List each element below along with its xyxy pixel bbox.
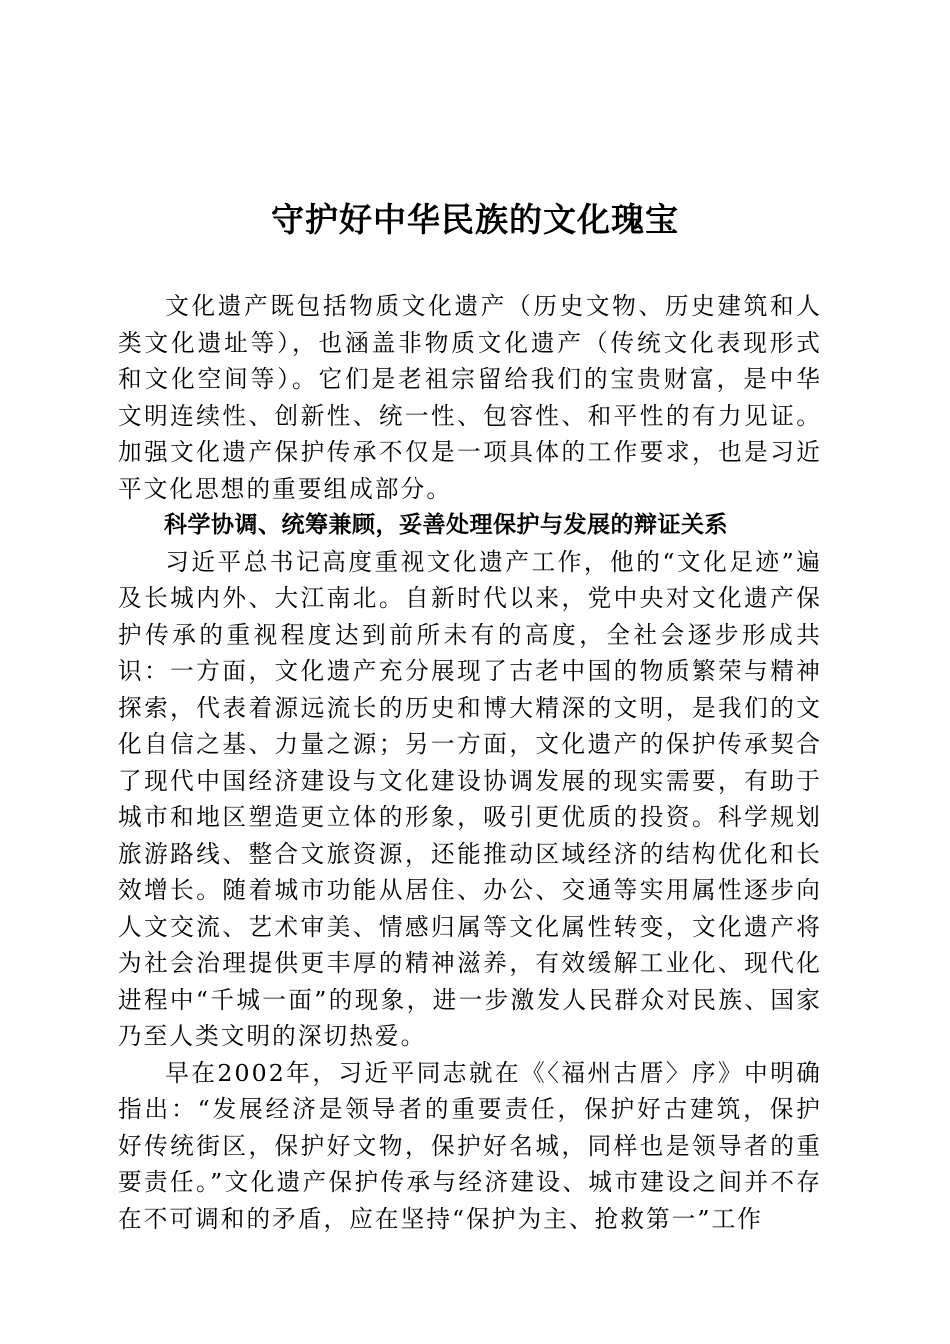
body-paragraph: 习近平总书记高度重视文化遗产工作，他的“文化足迹”遍及长城内外、大江南北。自新时代以来，党中央对文化遗产保护传承的重视程度达到前所未有的高度，全社会逐步形成共识：一方面，文化遗产充分展现了古老中国的物质繁荣与精神探索，代表着源远流长的历史和博大精深的文明，是我们的文化自信之基、力量之源；另一方面，文化遗产的保护传承契合了现代中国经济建设与文化建设协调发展的现实需要，有助于城市和地区塑造更立体的形象，吸引更优质的投资。科学规划旅游路线、整合文旅资源，还能推动区域经济的结构优化和长效增长。随着城市功能从居住、办公、交通等实用属性逐步向人文交流、艺术审美、情感归属等文化属性转变，文化遗产将为社会治理提供更丰厚的精神滋养，有效缓解工业化、现代化进程中“千城一面”的现象，进一步激发人民群众对民族、国家乃至人类文明的深切热爱。 xyxy=(118,547,822,1050)
document-body xyxy=(118,288,822,1237)
section-heading: 科学协调、统筹兼顾，妥善处理保护与发展的辩证关系 xyxy=(164,512,728,538)
body-paragraph: 早在2002年，习近平同志就在《〈福州古厝〉序》中明确指出：“发展经济是领导者的重要责任，保护好古建筑，保护好传统街区，保护好文物，保护好名城，同样也是领导者的重要责任。”文化遗产保护传承与经济建设、城市建设之间并不存在不可调和的矛盾，应在坚持“保护为主、抢救第一”工作 xyxy=(118,1058,822,1233)
body-paragraph: 文化遗产既包括物质文化遗产（历史文物、历史建筑和人类文化遗址等），也涵盖非物质文化遗产（传统文化表现形式和文化空间等）。它们是老祖宗留给我们的宝贵财富，是中华文明连续性、创新性、统一性、包容性、和平性的有力见证。加强文化遗产保护传承不仅是一项具体的工作要求，也是习近平文化思想的重要组成部分。 xyxy=(118,292,822,503)
document-title: 守护好中华民族的文化瑰宝 xyxy=(271,200,679,239)
